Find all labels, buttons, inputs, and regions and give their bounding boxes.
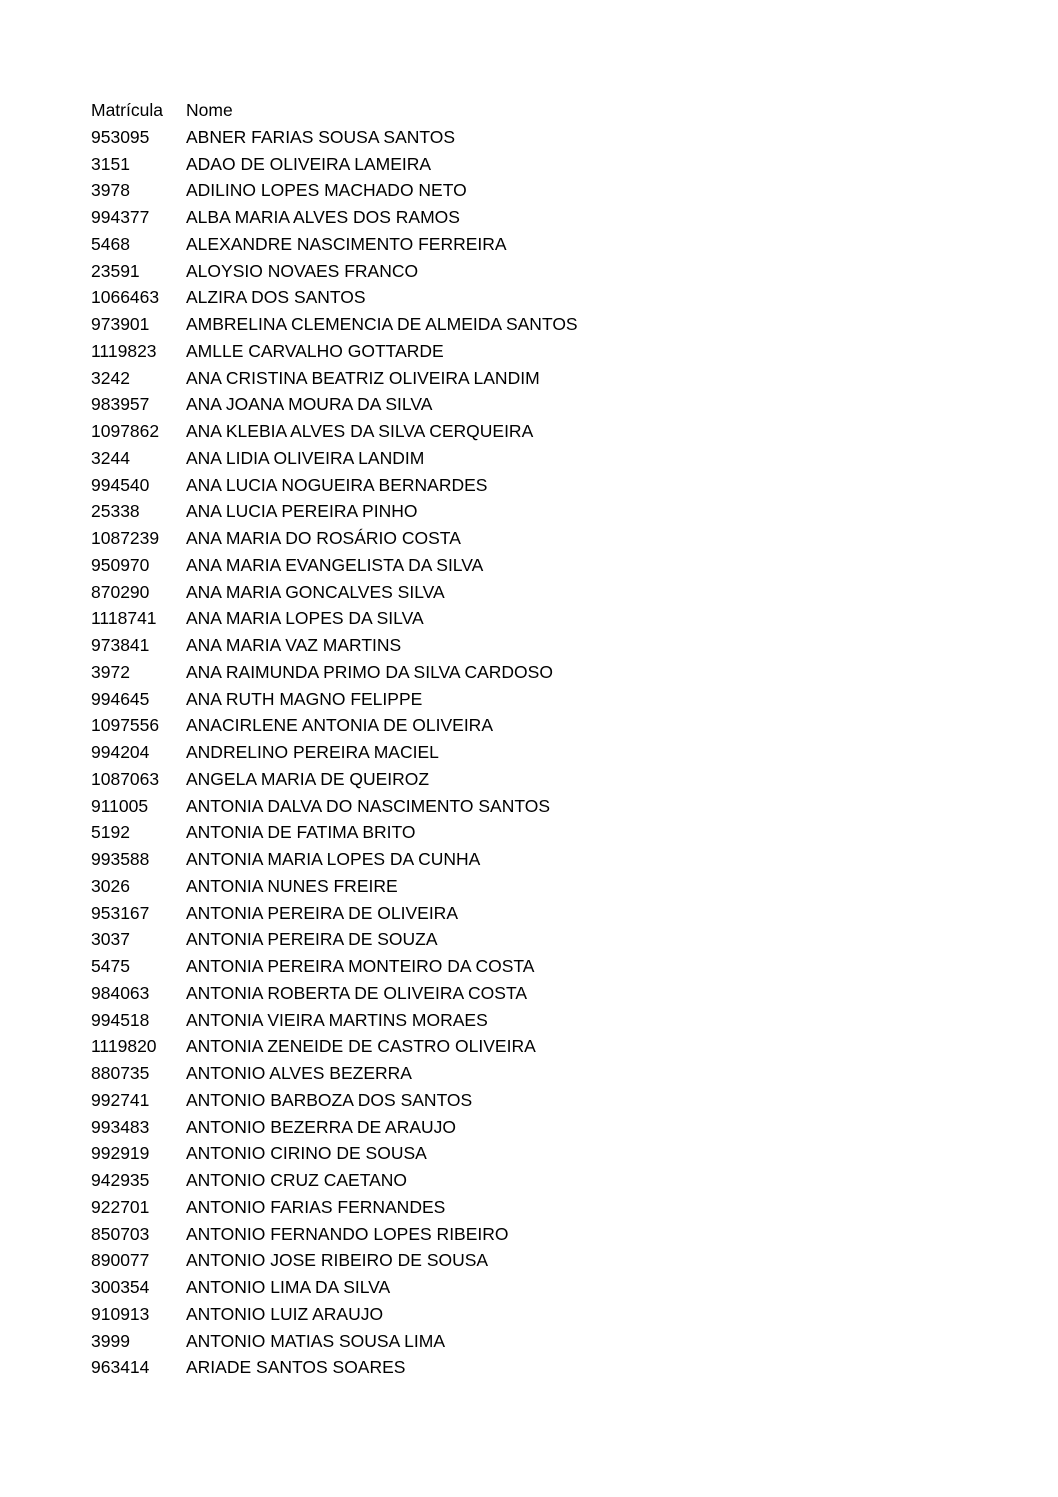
table-row [91, 1060, 578, 1087]
table-row [91, 151, 578, 178]
cell-nome: ANTONIA VIEIRA MARTINS MORAES [186, 1009, 488, 1030]
cell-matricula: 992919 [91, 1143, 150, 1164]
cell-nome: ANA LUCIA PEREIRA PINHO [186, 501, 418, 522]
cell-nome: ANA JOANA MOURA DA SILVA [186, 394, 433, 415]
table-row [91, 1087, 578, 1114]
cell-nome: ANA KLEBIA ALVES DA SILVA CERQUEIRA [186, 421, 534, 441]
table-row [91, 605, 578, 632]
table-row [91, 338, 578, 365]
cell-matricula: 1097862 [91, 421, 160, 441]
cell-matricula: 5475 [91, 956, 130, 976]
cell-matricula: 994645 [91, 688, 150, 709]
cell-matricula: 3999 [91, 1330, 130, 1351]
cell-nome: ANTONIO LIMA DA SILVA [186, 1277, 391, 1297]
cell-matricula: 950970 [91, 554, 150, 575]
cell-nome: ANGELA MARIA DE QUEIROZ [186, 768, 430, 789]
table-row [91, 1328, 578, 1355]
header-matricula: Matrícula [91, 100, 163, 120]
cell-matricula: 953167 [91, 902, 150, 923]
cell-matricula: 994518 [91, 1009, 150, 1030]
cell-nome: ANTONIO ALVES BEZERRA [186, 1063, 412, 1083]
cell-matricula: 870290 [91, 581, 150, 602]
table-row [91, 258, 578, 285]
table-row [91, 445, 578, 472]
cell-nome: ANTONIO FERNANDO LOPES RIBEIRO [186, 1223, 509, 1244]
table-row [91, 231, 578, 258]
table-row [91, 873, 578, 900]
cell-matricula: 942935 [91, 1170, 150, 1190]
table-row [91, 900, 578, 927]
employee-table [91, 97, 578, 1381]
cell-nome: ANA MARIA VAZ MARTINS [186, 635, 402, 655]
table-row [91, 1007, 578, 1034]
table-row [91, 659, 578, 686]
table-row [91, 1354, 578, 1381]
table-row [91, 472, 578, 499]
cell-nome: AMLLE CARVALHO GOTTARDE [186, 340, 444, 361]
cell-matricula: 953095 [91, 126, 150, 147]
cell-matricula: 973901 [91, 314, 150, 334]
table-row [91, 1167, 578, 1194]
cell-nome: ALOYSIO NOVAES FRANCO [186, 260, 419, 281]
table-row [91, 739, 578, 766]
table-row [91, 311, 578, 338]
table-row [91, 766, 578, 793]
table-row [91, 124, 578, 151]
cell-matricula: 5192 [91, 822, 130, 843]
table-row [91, 1114, 578, 1141]
cell-matricula: 994204 [91, 742, 150, 762]
cell-nome: ANA CRISTINA BEATRIZ OLIVEIRA LANDIM [186, 367, 540, 388]
table-row [91, 793, 578, 820]
table-row [91, 980, 578, 1007]
cell-matricula: 911005 [91, 795, 149, 816]
cell-matricula: 984063 [91, 982, 150, 1003]
cell-nome: ANTONIO BARBOZA DOS SANTOS [186, 1089, 473, 1110]
cell-matricula: 25338 [91, 501, 140, 522]
table-row [91, 1247, 578, 1274]
cell-nome: ANA RAIMUNDA PRIMO DA SILVA CARDOSO [186, 661, 553, 682]
cell-matricula: 1118741 [91, 608, 157, 629]
table-row [91, 1221, 578, 1248]
table-row [91, 579, 578, 606]
cell-nome: ANA MARIA DO ROSÁRIO COSTA [186, 528, 461, 548]
cell-nome: ANTONIO BEZERRA DE ARAUJO [186, 1116, 457, 1137]
cell-nome: ANTONIO CIRINO DE SOUSA [186, 1143, 427, 1164]
table-row [91, 632, 578, 659]
cell-nome: AMBRELINA CLEMENCIA DE ALMEIDA SANTOS [186, 314, 578, 334]
cell-nome: ADILINO LOPES MACHADO NETO [186, 180, 467, 201]
cell-matricula: 300354 [91, 1277, 150, 1297]
cell-nome: ANA MARIA EVANGELISTA DA SILVA [186, 554, 484, 575]
cell-matricula: 1066463 [91, 287, 160, 308]
table-row [91, 819, 578, 846]
cell-nome: ANTONIA ROBERTA DE OLIVEIRA COSTA [186, 982, 528, 1003]
cell-nome: ALZIRA DOS SANTOS [186, 287, 366, 308]
cell-matricula: 910913 [91, 1303, 150, 1324]
table-row [91, 418, 578, 445]
cell-nome: ANTONIO CRUZ CAETANO [186, 1170, 408, 1190]
table-body [91, 124, 578, 1381]
cell-nome: ANA LUCIA NOGUEIRA BERNARDES [186, 474, 488, 495]
cell-nome: ANA MARIA GONCALVES SILVA [186, 581, 445, 602]
cell-nome: ANA LIDIA OLIVEIRA LANDIM [186, 447, 425, 468]
table-row [91, 953, 578, 980]
cell-nome: ANTONIA MARIA LOPES DA CUNHA [186, 849, 481, 869]
cell-matricula: 3972 [91, 661, 130, 682]
cell-matricula: 850703 [91, 1223, 150, 1244]
cell-nome: ANTONIO FARIAS FERNANDES [186, 1196, 446, 1217]
cell-matricula: 3242 [91, 367, 130, 388]
cell-nome: ALBA MARIA ALVES DOS RAMOS [186, 207, 460, 227]
table-row [91, 846, 578, 873]
cell-nome: ANTONIO JOSE RIBEIRO DE SOUSA [186, 1250, 489, 1271]
cell-matricula: 1097556 [91, 715, 160, 736]
cell-nome: ARIADE SANTOS SOARES [186, 1357, 406, 1378]
table-row [91, 1274, 578, 1301]
cell-matricula: 5468 [91, 233, 130, 254]
header-row [91, 97, 578, 124]
cell-matricula: 1087063 [91, 768, 160, 789]
table-row [91, 552, 578, 579]
cell-nome: ANTONIA ZENEIDE DE CASTRO OLIVEIRA [186, 1036, 536, 1057]
cell-matricula: 3151 [91, 153, 130, 174]
cell-matricula: 963414 [91, 1357, 150, 1378]
table-row [91, 1301, 578, 1328]
table-row [91, 498, 578, 525]
cell-matricula: 1119820 [91, 1036, 157, 1057]
cell-matricula: 890077 [91, 1250, 150, 1271]
cell-nome: ANTONIA PEREIRA DE OLIVEIRA [186, 902, 458, 923]
cell-nome: ABNER FARIAS SOUSA SANTOS [186, 126, 456, 147]
cell-matricula: 3244 [91, 447, 130, 468]
cell-matricula: 3978 [91, 180, 130, 201]
cell-nome: ANTONIO LUIZ ARAUJO [186, 1303, 384, 1324]
cell-matricula: 993588 [91, 849, 150, 869]
cell-nome: ANDRELINO PEREIRA MACIEL [186, 742, 439, 762]
table-row [91, 1140, 578, 1167]
header-nome: Nome [186, 100, 233, 120]
cell-matricula: 3026 [91, 875, 130, 896]
cell-matricula: 880735 [91, 1063, 150, 1083]
cell-matricula: 23591 [91, 260, 140, 281]
cell-nome: ADAO DE OLIVEIRA LAMEIRA [186, 153, 432, 174]
cell-matricula: 993483 [91, 1116, 150, 1137]
cell-nome: ANACIRLENE ANTONIA DE OLIVEIRA [186, 715, 493, 736]
table-row [91, 204, 578, 231]
cell-nome: ANTONIO MATIAS SOUSA LIMA [186, 1330, 445, 1351]
cell-nome: ANA RUTH MAGNO FELIPPE [186, 688, 423, 709]
table-row [91, 712, 578, 739]
table-row [91, 1033, 578, 1060]
cell-nome: ALEXANDRE NASCIMENTO FERREIRA [186, 233, 507, 254]
table-row [91, 1194, 578, 1221]
table-row [91, 525, 578, 552]
cell-matricula: 922701 [91, 1196, 150, 1217]
cell-matricula: 994540 [91, 474, 150, 495]
table-row [91, 284, 578, 311]
cell-nome: ANTONIA DE FATIMA BRITO [186, 822, 416, 843]
cell-matricula: 983957 [91, 394, 150, 415]
cell-matricula: 973841 [91, 635, 150, 655]
table-row [91, 686, 578, 713]
table-row [91, 391, 578, 418]
cell-matricula: 3037 [91, 929, 130, 950]
cell-matricula: 994377 [91, 207, 150, 227]
cell-matricula: 1087239 [91, 528, 160, 548]
table-row [91, 177, 578, 204]
document-page [91, 97, 578, 1381]
cell-nome: ANTONIA DALVA DO NASCIMENTO SANTOS [186, 795, 551, 816]
cell-nome: ANTONIA PEREIRA DE SOUZA [186, 929, 438, 950]
cell-nome: ANTONIA NUNES FREIRE [186, 875, 398, 896]
table-row [91, 926, 578, 953]
table-row [91, 365, 578, 392]
cell-nome: ANA MARIA LOPES DA SILVA [186, 608, 424, 629]
cell-matricula: 1119823 [91, 340, 157, 361]
cell-matricula: 992741 [91, 1089, 150, 1110]
cell-nome: ANTONIA PEREIRA MONTEIRO DA COSTA [186, 956, 535, 976]
